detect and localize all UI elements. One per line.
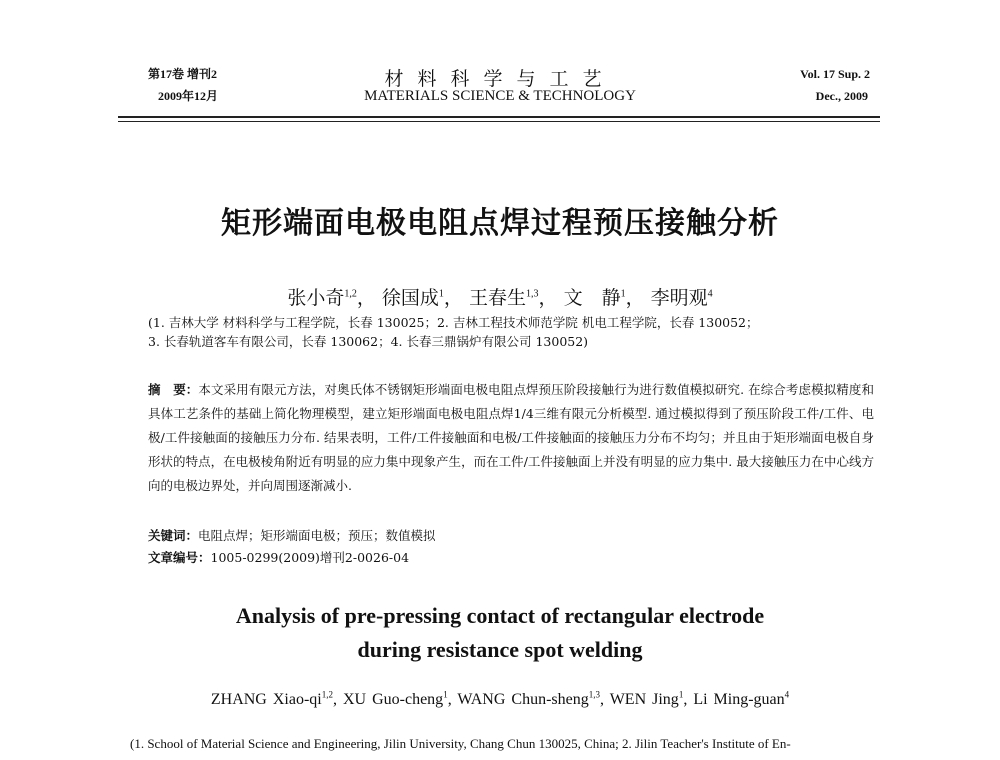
header-rule	[118, 116, 880, 118]
authors-cn	[0, 283, 1000, 310]
volume-issue-cn: 第17卷 增刊2	[148, 67, 218, 81]
paper-title-cn: 矩形端面电极电阻点焊过程预压接触分析	[221, 206, 779, 241]
volume-issue-en: Vol. 17 Sup. 2	[800, 67, 870, 81]
paper-title-en-line2: during resistance spot welding	[357, 637, 643, 662]
article-number-text: 1005-0299(2009)增刊2-0026-04	[210, 550, 410, 565]
header-rule-thin	[118, 121, 880, 122]
keywords-text: 电阻点焊；矩形端面电极；预压；数值模拟	[198, 528, 436, 543]
affiliation-en: (1. School of Material Science and Engineering, Jilin University, Chang Chun 130025, China; 2. Jilin Teacher's Institute of En-	[130, 736, 791, 751]
abstract-text: 本文采用有限元方法，对奥氏体不锈钢矩形端面电极电阻点焊预压阶段接触行为进行数值模拟研究. 在综合考虑模拟精度和具体工艺条件的基础上简化物理模型，建立矩形端面电极电阻点焊1/4三维有限元分析模型. 通过模拟得到了预压阶段工件/工件、电极/工件接触面的接触压力分布. 结果表明，工件/工件接触面和电极/工件接触面的接触压力分布不均匀；并且由于矩形端面电极自身形状的特点，在电极棱角附近有明显的应力集中现象产生，而在工件/工件接触面上并没有明显的应力集中. 最大接触压力在中心线方向的电极边界处，并向周围逐渐减小.	[148, 382, 874, 493]
article-number	[148, 548, 409, 566]
article-number-label: 文章编号：	[148, 550, 211, 565]
affiliation-line: 3. 长春轨道客车有限公司，长春 130062；4. 长春三鼎锅炉有限公司 130052)	[148, 334, 589, 349]
author: 徐国成$^1$，	[381, 287, 463, 309]
date-en: Dec., 2009	[815, 89, 868, 103]
affiliation-line: (1. 吉林大学 材料科学与工程学院，长春 130025；2. 吉林工程技术师范学院 机电工程学院，长春 130052；	[148, 315, 759, 330]
author: WANG Chun-sheng$^{1,3}$,	[457, 690, 610, 709]
journal-title-cn: 材料科学与工艺	[384, 68, 616, 90]
abstract-label: 摘 要：	[148, 382, 199, 397]
author: ZHANG Xiao-qi$^{1,2}$,	[210, 690, 343, 709]
authors-en	[0, 690, 1000, 709]
author: 文 静$^1$，	[563, 287, 645, 309]
date-cn: 2009年12月	[158, 89, 219, 103]
keywords-label: 关键词：	[148, 528, 199, 543]
keywords	[148, 526, 436, 544]
author: 王春生$^{1,3}$，	[468, 287, 558, 309]
journal-title-en: MATERIALS SCIENCE & TECHNOLOGY	[364, 88, 636, 104]
author: WEN Jing$^1$,	[609, 690, 694, 709]
paper-title-en-line1: Analysis of pre-pressing contact of rectangular electrode	[235, 603, 765, 628]
author: Li Ming-guan$^4$	[693, 690, 790, 709]
author: 张小奇$^{1,2}$，	[287, 287, 376, 309]
author: 李明观$^4$	[650, 287, 713, 309]
author: XU Guo-cheng$^1$,	[342, 690, 458, 709]
abstract	[148, 378, 874, 498]
